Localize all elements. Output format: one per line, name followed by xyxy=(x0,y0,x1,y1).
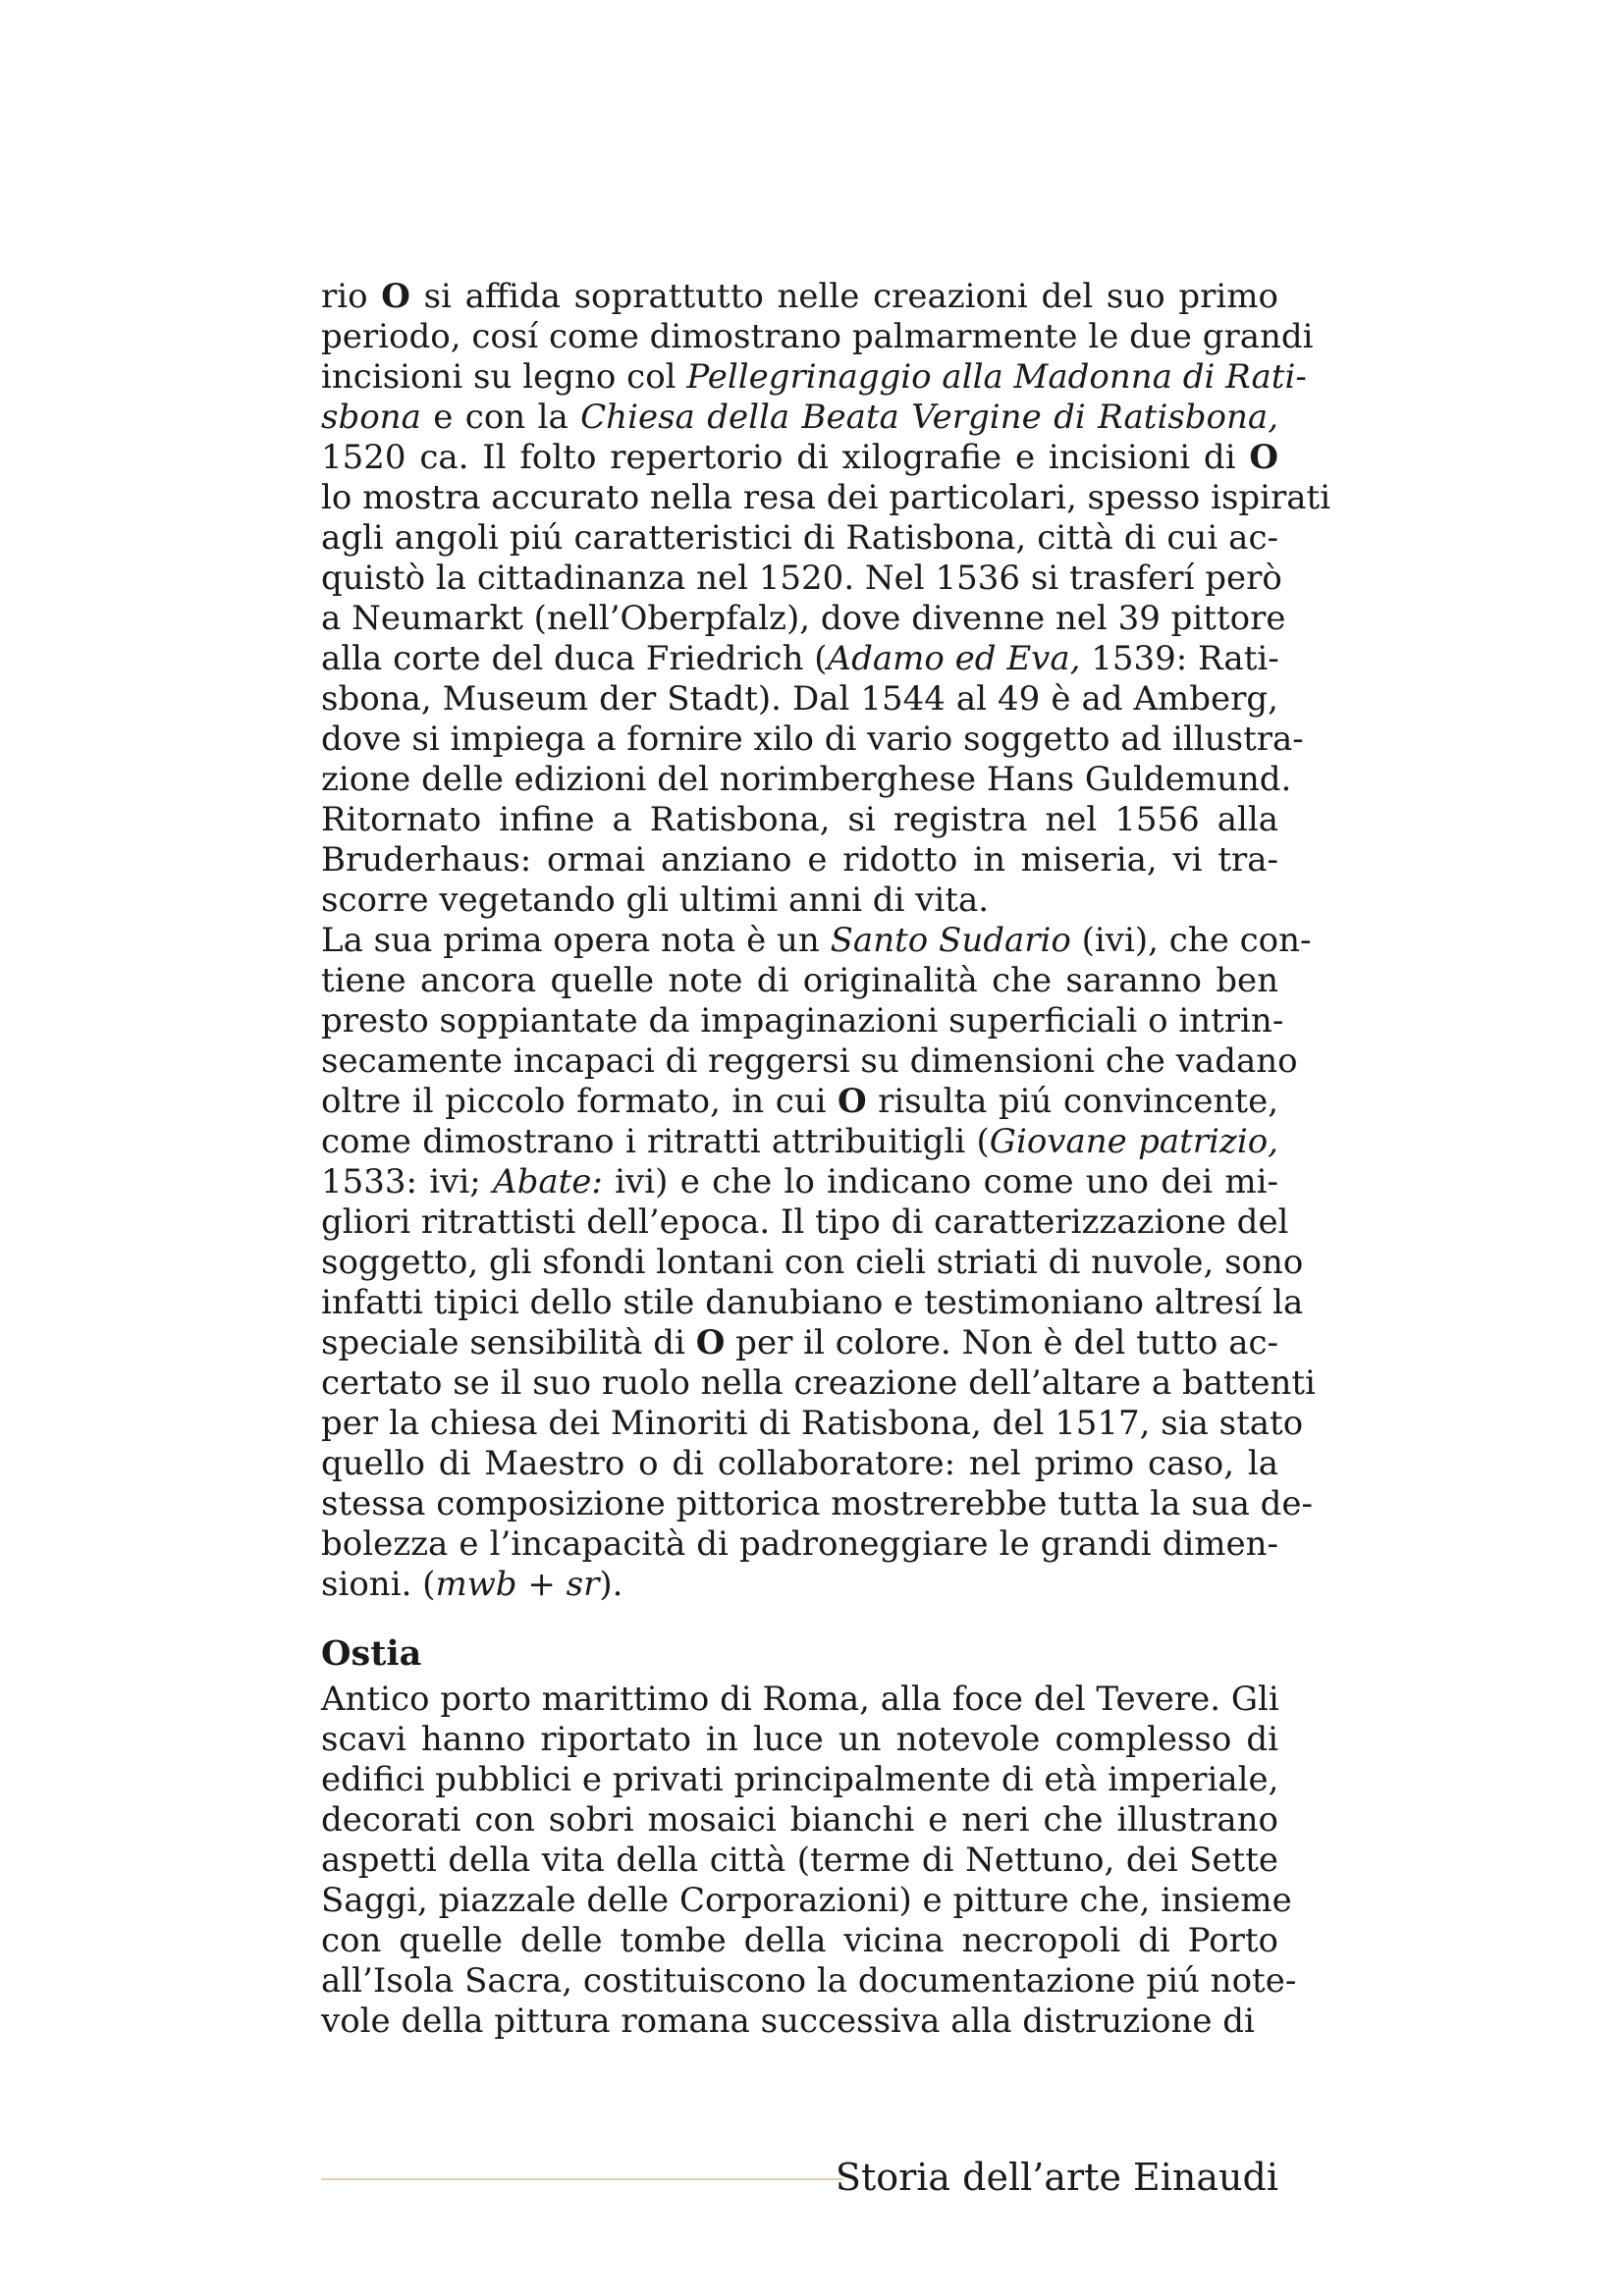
text-line: all’Isola Sacra, costituiscono la documentazione piú note- xyxy=(321,1961,1297,2001)
main-text-column xyxy=(321,277,1331,1605)
text-line: presto soppiantate da impaginazioni superficiali o intrin- xyxy=(321,1001,1284,1041)
text-line: quistò la cittadinanza nel 1520. Nel 1536 si trasferí però xyxy=(321,559,1282,598)
text-line: bolezza e l’incapacità di padroneggiare le grandi dimen- xyxy=(321,1524,1278,1564)
entry-title: Ostia xyxy=(321,1633,422,1674)
entry-body xyxy=(321,1680,1297,2042)
text-line: Antico porto marittimo di Roma, alla foce del Tevere. Gli xyxy=(321,1680,1279,1719)
text-line: infatti tipici dello stile danubiano e testimoniano altresí la xyxy=(321,1283,1304,1322)
text-line: sioni. (mwb + sr). xyxy=(321,1565,623,1604)
text-line: gliori ritrattisti dell’epoca. Il tipo di caratterizzazione del xyxy=(321,1202,1289,1242)
text-line: come dimostrano i ritratti attribuitigli (Giovane patrizio, xyxy=(321,1122,1278,1161)
text-line: con quelle delle tombe della vicina necropoli di Porto xyxy=(321,1921,1278,1960)
text-line: alla corte del duca Friedrich (Adamo ed Eva, 1539: Rati- xyxy=(321,639,1279,678)
text-line: lo mostra accurato nella resa dei particolari, spesso ispirati xyxy=(321,478,1331,517)
text-line: soggetto, gli sfondi lontani con cieli striati di nuvole, sono xyxy=(321,1243,1304,1282)
text-line: dove si impiega a fornire xilo di vario soggetto ad illustra- xyxy=(321,720,1304,759)
paragraph-2 xyxy=(321,921,1316,1605)
text-line: speciale sensibilità di O per il colore. Non è del tutto ac- xyxy=(321,1323,1279,1362)
text-line: quello di Maestro o di collaboratore: nel primo caso, la xyxy=(321,1444,1278,1483)
text-line: per la chiesa dei Minoriti di Ratisbona, del 1517, sia stato xyxy=(321,1404,1304,1443)
text-line: Bruderhaus: ormai anziano e ridotto in miseria, vi tra- xyxy=(321,840,1278,880)
text-line: aspetti della vita della città (terme di Nettuno, dei Sette xyxy=(321,1841,1278,1880)
text-line: agli angoli piú caratteristici di Ratisbona, città di cui ac- xyxy=(321,518,1278,558)
text-line: a Neumarkt (nell’Oberpfalz), dove divenne nel 39 pittore xyxy=(321,599,1286,638)
text-line: secamente incapaci di reggersi su dimensioni che vadano xyxy=(321,1041,1298,1081)
footer-text: Storia dell’arte Einaudi xyxy=(835,2156,1278,2199)
text-line: 1520 ca. Il folto repertorio di xilografie e incisioni di O xyxy=(321,438,1278,477)
text-line: periodo, cosí come dimostrano palmarmente le due grandi xyxy=(321,317,1314,356)
text-line: zione delle edizioni del norimberghese Hans Guldemund. xyxy=(321,760,1292,799)
text-line: scavi hanno riportato in luce un notevole complesso di xyxy=(321,1720,1278,1759)
text-line: sbona, Museum der Stadt). Dal 1544 al 49 è ad Amberg, xyxy=(321,679,1278,719)
paragraph-1 xyxy=(321,277,1331,921)
text-line: Ritornato infine a Ratisbona, si registra nel 1556 alla xyxy=(321,800,1278,839)
text-line: incisioni su legno col Pellegrinaggio alla Madonna di Rati- xyxy=(321,357,1307,397)
text-line: certato se il suo ruolo nella creazione dell’altare a battenti xyxy=(321,1363,1316,1403)
text-line: vole della pittura romana successiva alla distruzione di xyxy=(321,2002,1255,2041)
entry-paragraph xyxy=(321,1680,1297,2042)
text-line: La sua prima opera nota è un Santo Sudario (ivi), che con- xyxy=(321,921,1312,960)
text-line: stessa composizione pittorica mostrerebbe tutta la sua de- xyxy=(321,1484,1314,1523)
text-line: sbona e con la Chiesa della Beata Vergine di Ratisbona, xyxy=(321,398,1279,437)
text-line: rio O si affida soprattutto nelle creazioni del suo primo xyxy=(321,277,1279,316)
text-line: Saggi, piazzale delle Corporazioni) e pitture che, insieme xyxy=(321,1881,1292,1920)
text-line: 1533: ivi; Abate: ivi) e che lo indicano come uno dei mi- xyxy=(321,1162,1279,1201)
text-line: edifici pubblici e privati principalmente di età imperiale, xyxy=(321,1760,1279,1799)
text-line: decorati con sobri mosaici bianchi e neri che illustrano xyxy=(321,1800,1278,1840)
text-line: scorre vegetando gli ultimi anni di vita. xyxy=(321,881,990,920)
text-line: oltre il piccolo formato, in cui O risulta piú convincente, xyxy=(321,1082,1278,1121)
text-line: tiene ancora quelle note di originalità che saranno ben xyxy=(321,961,1278,1000)
footer-rule xyxy=(321,2178,843,2180)
